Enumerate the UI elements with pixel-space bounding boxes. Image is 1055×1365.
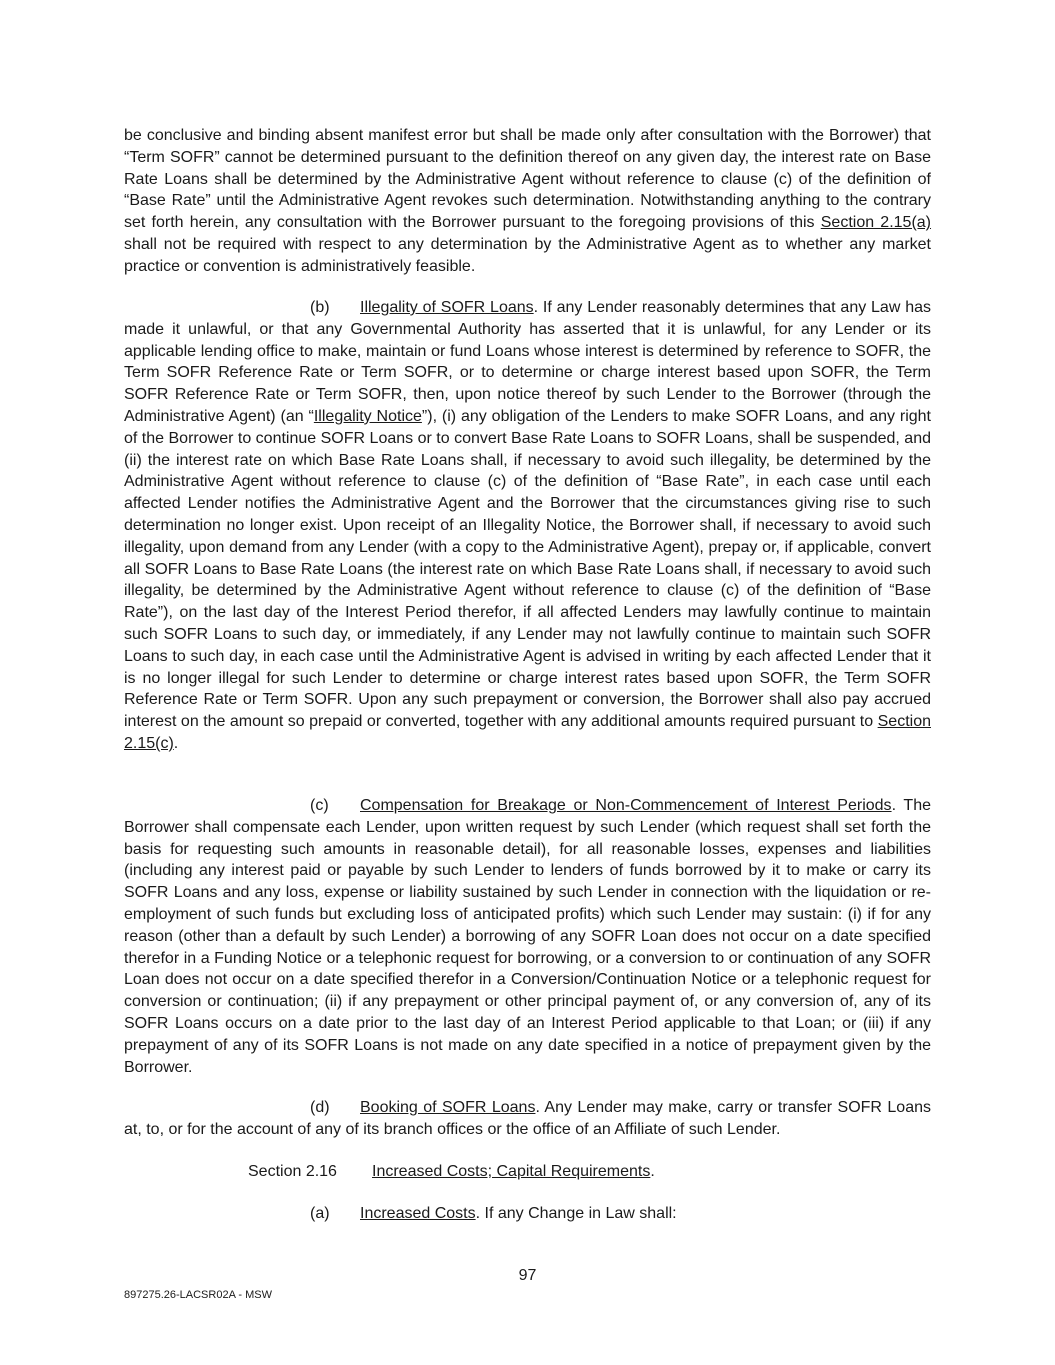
paragraph-continuation bbox=[124, 125, 931, 278]
section-reference: Section 2.15(a) bbox=[820, 214, 932, 232]
subsection-heading bbox=[310, 1203, 677, 1225]
clause-heading: Booking of SOFR Loans bbox=[360, 1099, 536, 1116]
paragraph-text: ”), (i) any obligation of the Lenders to make SOFR Loans, and any right of the Borrower to continue SOFR Loans or to convert Base Rate Loans to SOFR Loans, shall be suspended, and (ii) the interest rate on which Base Rate Loans shall, if necessary to avoid such illegality, be determined by the Administrative Agent without reference to clause (c) of the definition of “Base Rate”, in each case until each affected Lender notifies the Administrative Agent and the Borrower that the circumstances giving rise to such determination no longer exist. Upon receipt of an Illegality Notice, the Borrower shall, if necessary to avoid such illegality, upon demand from any Lender (with a copy to the Administrative Agent), prepay or, if applicable, convert all SOFR Loans to Base Rate Loans (the interest rate on which Base Rate Loans shall, if necessary to avoid such illegality, be determined by the Administrative Agent without reference to clause (c) of the definition of “Base Rate”), on the last day of the Interest Period therefor, if all affected Lenders may lawfully continue to maintain such SOFR Loans to such day, or immediately, if any Lender may not lawfully continue to maintain such SOFR Loans to such day, in each case until the Administrative Agent is advised in writing by each affected Lender that it is no longer illegal for such Lender to determine or charge interest rates based upon SOFR, the Term SOFR Reference Rate or Term SOFR. Upon any such prepayment or conversion, the Borrower shall also pay accrued interest on the amount so prepaid or converted, together with any additional amounts required pursuant to bbox=[124, 407, 932, 731]
paragraph-text: be conclusive and binding absent manifest error but shall be made only after consultation with the Borrower) that “Term SOFR” cannot be determined pursuant to the definition thereof on any given day, the interest rate on Base Rate Loans shall be determined by the Administrative Agent without reference to clause (c) of the definition of “Base Rate” until the Administrative Agent revokes such determination. Notwithstanding anything to the contrary set forth herein, any consultation with the Borrower pursuant to the foregoing provisions of this bbox=[124, 127, 931, 232]
clause-label: (a) bbox=[310, 1205, 330, 1222]
section-title-end: . bbox=[650, 1163, 655, 1180]
paragraph-text: shall not be required with respect to any determination by the Administrative Agent as to whether any market practice or convention is administratively feasible. bbox=[124, 235, 931, 275]
section-number: Section 2.16 bbox=[248, 1163, 337, 1180]
section-title: Increased Costs; Capital Requirements bbox=[372, 1163, 651, 1180]
clause-heading: Illegality of SOFR Loans bbox=[360, 299, 534, 316]
document-id: 897275.26-LACSR02A - MSW bbox=[124, 1289, 272, 1301]
paragraph-text: . If any Lender reasonably determines that any Law has made it unlawful, or that any Governmental Authority has asserted that it is unlawful, for any Lender or its applicable lending office to make, maintain or fund Loans whose interest is determined by reference to SOFR, the Term SOFR Reference Rate or Term SOFR, or to determine or charge interest based upon SOFR, the Term SOFR Reference Rate or Term SOFR, then, upon notice thereof by such Lender to the Borrower (through the Administrative Agent) (an “ bbox=[124, 299, 931, 425]
paragraph-text: . bbox=[173, 734, 179, 752]
page-number: 97 bbox=[518, 1267, 537, 1284]
paragraph-illegality bbox=[124, 297, 931, 755]
defined-term: Illegality Notice bbox=[313, 407, 422, 425]
section-reference: Section 2.15(c) bbox=[124, 713, 931, 752]
clause-heading: Increased Costs bbox=[360, 1205, 476, 1222]
paragraph-booking bbox=[124, 1097, 931, 1141]
paragraph-text: . If any Change in Law shall: bbox=[475, 1205, 677, 1222]
clause-label: (b) bbox=[310, 299, 330, 316]
paragraph-compensation bbox=[124, 795, 931, 1078]
section-heading bbox=[248, 1161, 655, 1183]
clause-label: (d) bbox=[310, 1099, 330, 1116]
paragraph-text: . The Borrower shall compensate each Lender, upon written request by such Lender (which request shall set forth the basis for requesting such amounts in reasonable detail), for all reasonable losses, expenses and liabilities (including any interest paid or payable by such Lender to lenders of funds borrowed by it to make or carry its SOFR Loans and any loss, expense or liability sustained by such Lender in connection with the liquidation or re-employment of such funds but excluding loss of anticipated profits) which such Lender may sustain: (i) if for any reason (other than a default by such Lender) a borrowing of any SOFR Loan does not occur on a date specified therefor in a Funding Notice or a telephonic request for borrowing, or a conversion to or continuation of any SOFR Loan does not occur on a date specified therefor in a Conversion/Continuation Notice or a telephonic request for conversion or continuation; (ii) if any prepayment or other principal payment of, or any conversion of, any of its SOFR Loans occurs on a date prior to the last day of an Interest Period applicable to that Loan; or (iii) if any prepayment of any of its SOFR Loans is not made on any date specified in a notice of prepayment given by the Borrower. bbox=[124, 797, 932, 1076]
clause-label: (c) bbox=[310, 797, 329, 814]
paragraph-text: . Any Lender may make, carry or transfer SOFR Loans at, to, or for the account of any of its branch offices or the office of an Affiliate of such Lender. bbox=[124, 1099, 931, 1138]
clause-heading: Compensation for Breakage or Non-Commencement of Interest Periods bbox=[360, 797, 892, 814]
